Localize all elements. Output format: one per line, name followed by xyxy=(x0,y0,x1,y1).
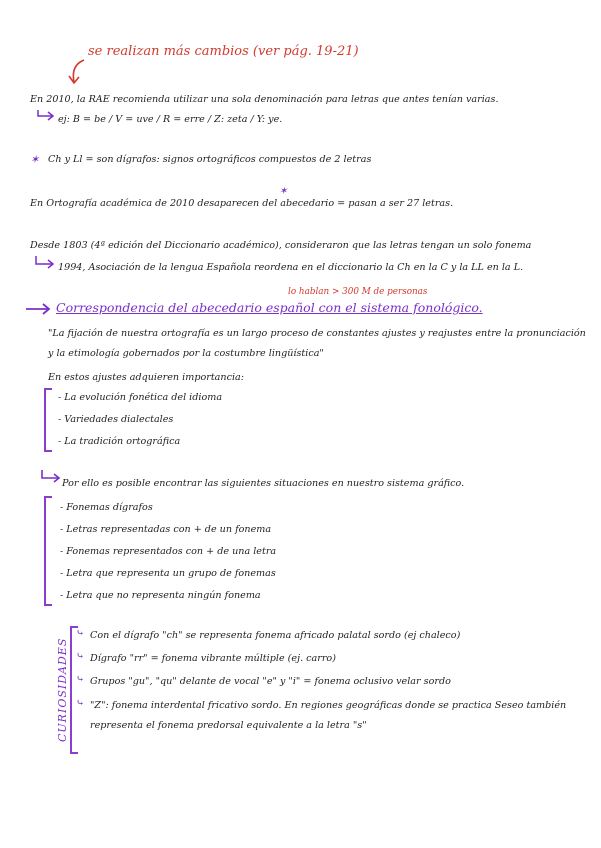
text-line-6: 1994, Asociación de la lengua Española reordena en el diccionario la Ch en la C y la LL en la L. xyxy=(58,262,524,273)
list-item: - Letra que no representa ningún fonema xyxy=(60,590,261,601)
list-item: - Letra que representa un grupo de fonemas xyxy=(60,568,276,579)
list-item: - Fonemas representados con + de una letra xyxy=(60,546,277,557)
text-line-4: En Ortografía académica de 2010 desaparecen del abecedario = pasan a ser 27 letras. xyxy=(30,198,454,209)
text-line-5: Desde 1803 (4ª edición del Diccionario académico), consideraron que las letras tengan un solo fonema xyxy=(30,240,532,251)
check-icon: ⤷ xyxy=(76,628,85,639)
paragraph-2: Por ello es posible encontrar las siguientes situaciones en nuestro sistema gráfico. xyxy=(62,478,465,489)
paragraph-1: En estos ajustes adquieren importancia: xyxy=(48,372,244,383)
small-star-icon: ✶ xyxy=(279,186,288,197)
quote-line-1: "La fijación de nuestra ortografía es un largo proceso de constantes ajustes y reajustes entre la pronunciación xyxy=(48,328,586,339)
list-item: - La evolución fonética del idioma xyxy=(58,392,223,403)
curiosity-1: Con el dígrafo "ch" se representa fonema africado palatal sordo (ej chaleco) xyxy=(90,630,461,641)
quote-line-2: y la etimología gobernados por la costumbre lingüística" xyxy=(48,348,324,359)
bracket-3 xyxy=(70,626,78,754)
list-item: - Variedades dialectales xyxy=(58,414,174,425)
purple-arrow-icon xyxy=(34,254,56,270)
text-line-2: ej: B = be / V = uve / R = erre / Z: zeta / Y: ye. xyxy=(58,114,283,125)
top-note: se realizan más cambios (ver pág. 19-21) xyxy=(88,44,359,59)
red-arrow-icon xyxy=(66,58,88,86)
check-icon: ⤷ xyxy=(76,651,85,662)
curiosity-4: "Z": fonema interdental fricativo sordo. En regiones geográficas donde se practica Seseo también xyxy=(90,700,567,711)
bracket-2 xyxy=(44,496,52,606)
purple-arrow-icon xyxy=(40,468,62,484)
mid-note: lo hablan > 300 M de personas xyxy=(288,287,428,297)
section-heading: Correspondencia del abecedario español con el sistema fonológico. xyxy=(56,300,483,315)
curiosidades-label: CURIOSIDADES xyxy=(56,637,69,742)
purple-arrow-icon xyxy=(36,108,56,122)
curiosity-2: Dígrafo "rr" = fonema vibrante múltiple (ej. carro) xyxy=(90,653,336,664)
list-item: - Fonemas dígrafos xyxy=(60,502,153,513)
bracket-1 xyxy=(44,388,52,452)
list-item: - Letras representadas con + de un fonema xyxy=(60,524,272,535)
star-icon: ✶ xyxy=(30,153,40,166)
purple-arrow-icon xyxy=(24,302,54,316)
curiosity-5: representa el fonema predorsal equivalente a la letra "s" xyxy=(90,720,367,731)
curiosity-3: Grupos "gu", "qu" delante de vocal "e" y "i" = fonema oclusivo velar sordo xyxy=(90,676,451,687)
check-icon: ⤷ xyxy=(76,674,85,685)
text-line-3: Ch y Ll = son dígrafos: signos ortográficos compuestos de 2 letras xyxy=(48,154,372,165)
check-icon: ⤷ xyxy=(76,698,85,709)
text-line-1: En 2010, la RAE recomienda utilizar una sola denominación para letras que antes tenían varias. xyxy=(30,94,499,105)
list-item: - La tradición ortográfica xyxy=(58,436,181,447)
